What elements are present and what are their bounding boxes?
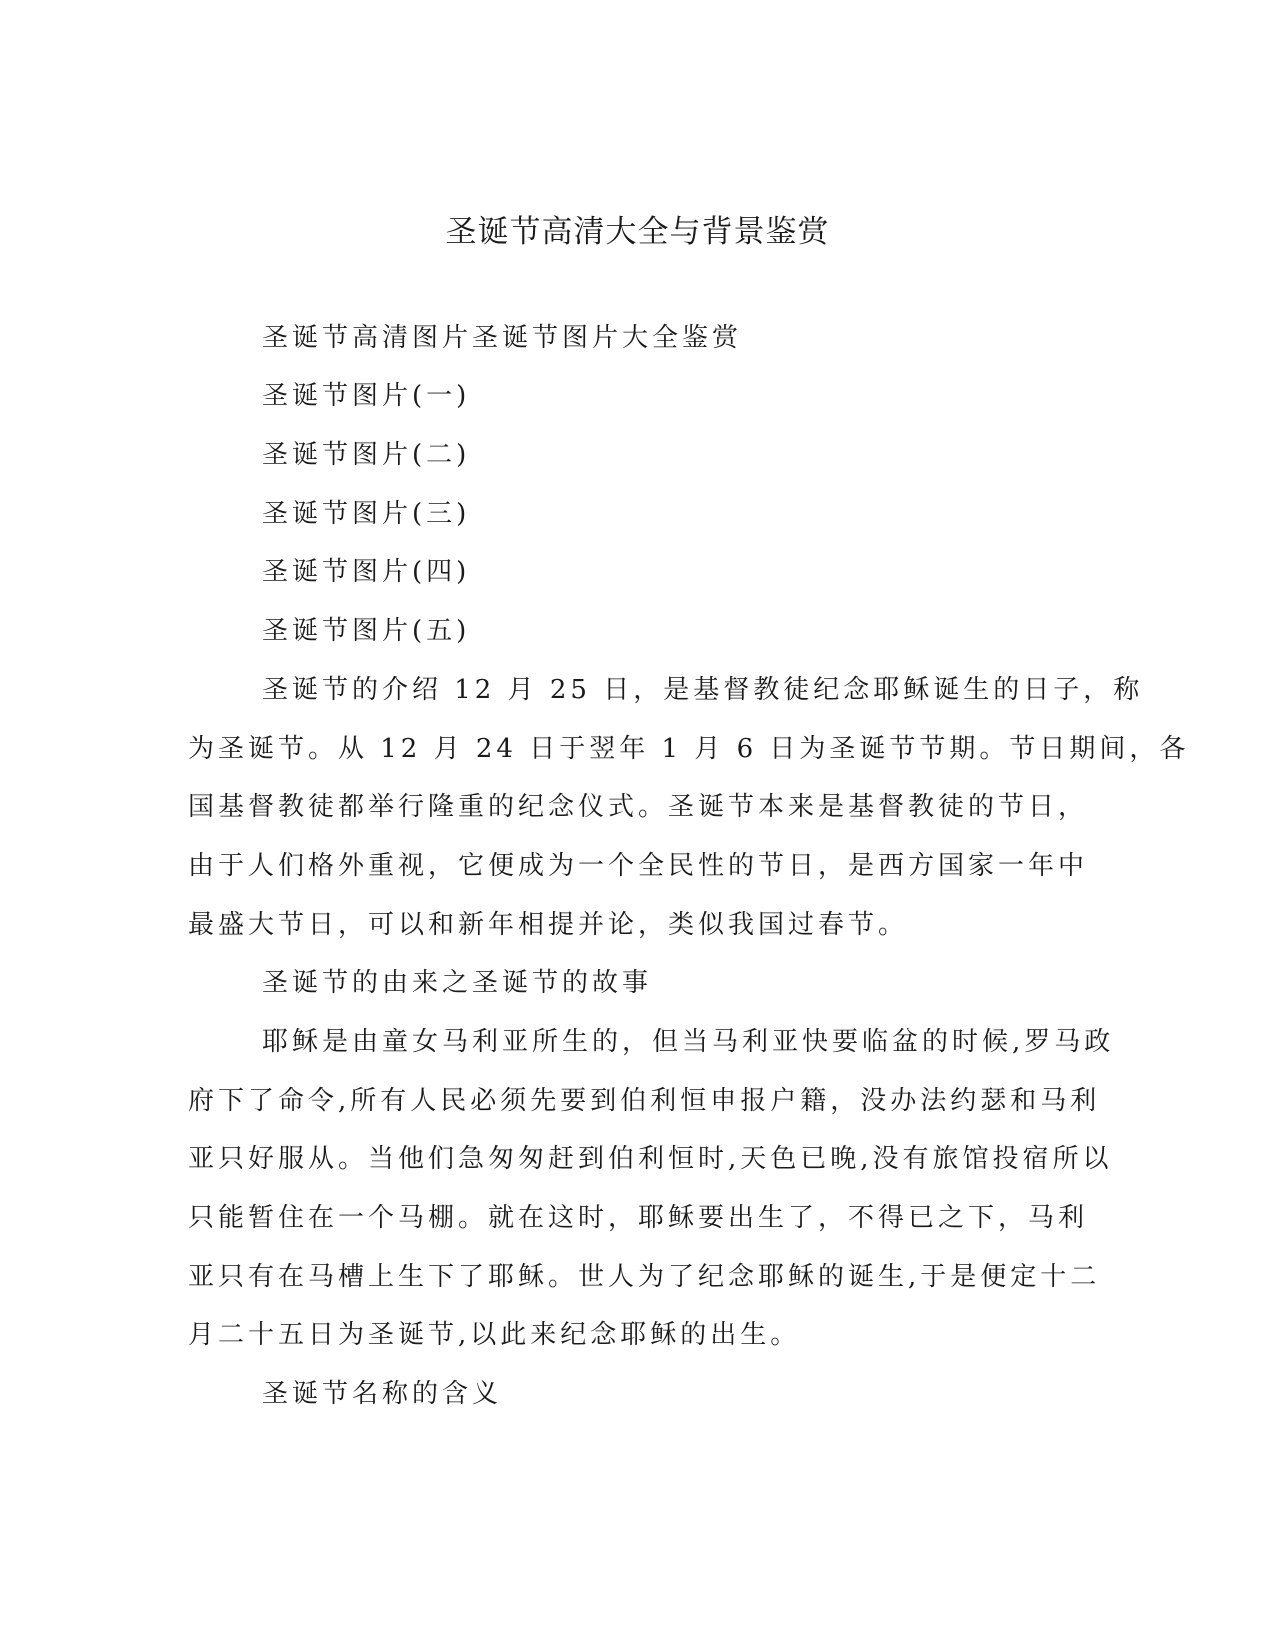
list-item: 圣诞节图片(三) bbox=[262, 499, 471, 529]
list-item: 圣诞节图片(二) bbox=[262, 440, 471, 470]
paragraph-line: 为圣诞节。从 12 月 24 日于翌年 1 月 6 日为圣诞节节期。节日期间，各 bbox=[188, 734, 1190, 764]
subtitle-line: 圣诞节高清图片圣诞节图片大全鉴赏 bbox=[262, 323, 743, 353]
paragraph-line: 只能暂住在一个马棚。就在这时，耶稣要出生了，不得已之下，马利 bbox=[188, 1203, 1089, 1233]
list-item: 圣诞节图片(五) bbox=[262, 616, 471, 646]
section-heading: 圣诞节名称的含义 bbox=[262, 1379, 503, 1409]
paragraph-line: 圣诞节的介绍 12 月 25 日，是基督教徒纪念耶稣诞生的日子，称 bbox=[262, 675, 1144, 705]
paragraph-line: 最盛大节日，可以和新年相提并论，类似我国过春节。 bbox=[188, 910, 909, 940]
list-item: 圣诞节图片(四) bbox=[262, 557, 471, 587]
paragraph-line: 耶稣是由童女马利亚所生的，但当马利亚快要临盆的时候,罗马政 bbox=[262, 1027, 1115, 1057]
section-heading: 圣诞节的由来之圣诞节的故事 bbox=[262, 968, 653, 998]
paragraph-line: 国基督教徒都举行隆重的纪念仪式。圣诞节本来是基督教徒的节日， bbox=[188, 792, 1089, 822]
document-title: 圣诞节高清大全与背景鉴赏 bbox=[445, 214, 830, 250]
paragraph-line: 月二十五日为圣诞节,以此来纪念耶稣的出生。 bbox=[188, 1320, 801, 1350]
paragraph-line: 由于人们格外重视，它便成为一个全民性的节日，是西方国家一年中 bbox=[188, 851, 1089, 881]
list-item: 圣诞节图片(一) bbox=[262, 381, 471, 411]
paragraph-line: 亚只好服从。当他们急匆匆赶到伯利恒时,天色已晚,没有旅馆投宿所以 bbox=[188, 1144, 1113, 1174]
paragraph-line: 府下了命令,所有人民必须先要到伯利恒申报户籍，没办法约瑟和马利 bbox=[188, 1086, 1101, 1116]
paragraph-line: 亚只有在马槽上生下了耶稣。世人为了纪念耶稣的诞生,于是便定十二 bbox=[188, 1262, 1101, 1292]
